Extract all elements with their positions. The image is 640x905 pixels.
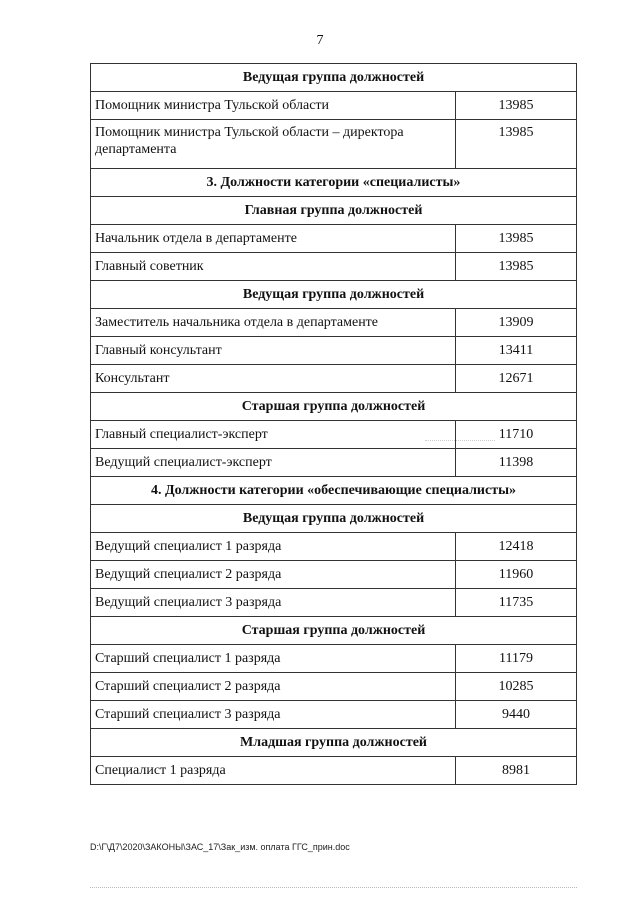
salary-value: 11710 [456, 421, 577, 449]
salary-value: 9440 [456, 701, 577, 729]
salary-value: 13985 [456, 253, 577, 281]
position-name: Начальник отдела в департаменте [91, 225, 456, 253]
file-path-footer: D:\Г\Д7\2020\ЗАКОНЫ\ЗАС_17\Зак_изм. оплата ГГС_прин.doc [90, 842, 350, 852]
bottom-divider [90, 887, 577, 888]
group-header-row [91, 505, 577, 533]
position-name: Ведущий специалист-эксперт [91, 449, 456, 477]
salary-table [90, 63, 577, 785]
position-name: Специалист 1 разряда [91, 757, 456, 785]
table-row [91, 645, 577, 673]
table-row [91, 673, 577, 701]
table-row [91, 365, 577, 393]
table-row [91, 309, 577, 337]
table-row [91, 253, 577, 281]
table-row [91, 421, 577, 449]
position-name: Главный консультант [91, 337, 456, 365]
position-name: Заместитель начальника отдела в департаменте [91, 309, 456, 337]
position-name: Ведущий специалист 1 разряда [91, 533, 456, 561]
table-row [91, 120, 577, 169]
table-row [91, 589, 577, 617]
group-title: Старшая группа должностей [91, 617, 577, 645]
table-row [91, 757, 577, 785]
salary-value: 11960 [456, 561, 577, 589]
position-name: Ведущий специалист 2 разряда [91, 561, 456, 589]
group-header-row [91, 64, 577, 92]
position-name: Помощник министра Тульской области – директора департамента [91, 120, 456, 169]
salary-value: 10285 [456, 673, 577, 701]
salary-value: 8981 [456, 757, 577, 785]
table-row [91, 337, 577, 365]
group-title: Ведущая группа должностей [91, 505, 577, 533]
table-row [91, 561, 577, 589]
salary-value: 12418 [456, 533, 577, 561]
group-title: Старшая группа должностей [91, 393, 577, 421]
group-title: Ведущая группа должностей [91, 281, 577, 309]
position-name: Помощник министра Тульской области [91, 92, 456, 120]
position-name: Главный специалист-эксперт [91, 421, 456, 449]
table-row [91, 701, 577, 729]
group-header-row [91, 169, 577, 197]
position-name: Старший специалист 2 разряда [91, 673, 456, 701]
group-title: Младшая группа должностей [91, 729, 577, 757]
table-row [91, 92, 577, 120]
salary-value: 11398 [456, 449, 577, 477]
position-name: Старший специалист 1 разряда [91, 645, 456, 673]
salary-value: 13985 [456, 225, 577, 253]
group-title: Главная группа должностей [91, 197, 577, 225]
salary-value: 12671 [456, 365, 577, 393]
group-header-row [91, 729, 577, 757]
table-row [91, 533, 577, 561]
position-name: Старший специалист 3 разряда [91, 701, 456, 729]
salary-value: 13985 [456, 120, 577, 169]
position-name: Консультант [91, 365, 456, 393]
scan-artifact [425, 440, 495, 447]
position-name: Ведущий специалист 3 разряда [91, 589, 456, 617]
position-name: Главный советник [91, 253, 456, 281]
group-header-row [91, 617, 577, 645]
salary-value: 13411 [456, 337, 577, 365]
salary-value: 11179 [456, 645, 577, 673]
group-header-row [91, 281, 577, 309]
group-header-row [91, 393, 577, 421]
group-title: 4. Должности категории «обеспечивающие специалисты» [91, 477, 577, 505]
salary-table-body [91, 64, 577, 785]
group-header-row [91, 477, 577, 505]
page-number: 7 [316, 33, 324, 48]
table-row [91, 225, 577, 253]
group-header-row [91, 197, 577, 225]
salary-value: 13909 [456, 309, 577, 337]
group-title: 3. Должности категории «специалисты» [91, 169, 577, 197]
salary-value: 13985 [456, 92, 577, 120]
table-row [91, 449, 577, 477]
salary-value: 11735 [456, 589, 577, 617]
group-title: Ведущая группа должностей [91, 64, 577, 92]
